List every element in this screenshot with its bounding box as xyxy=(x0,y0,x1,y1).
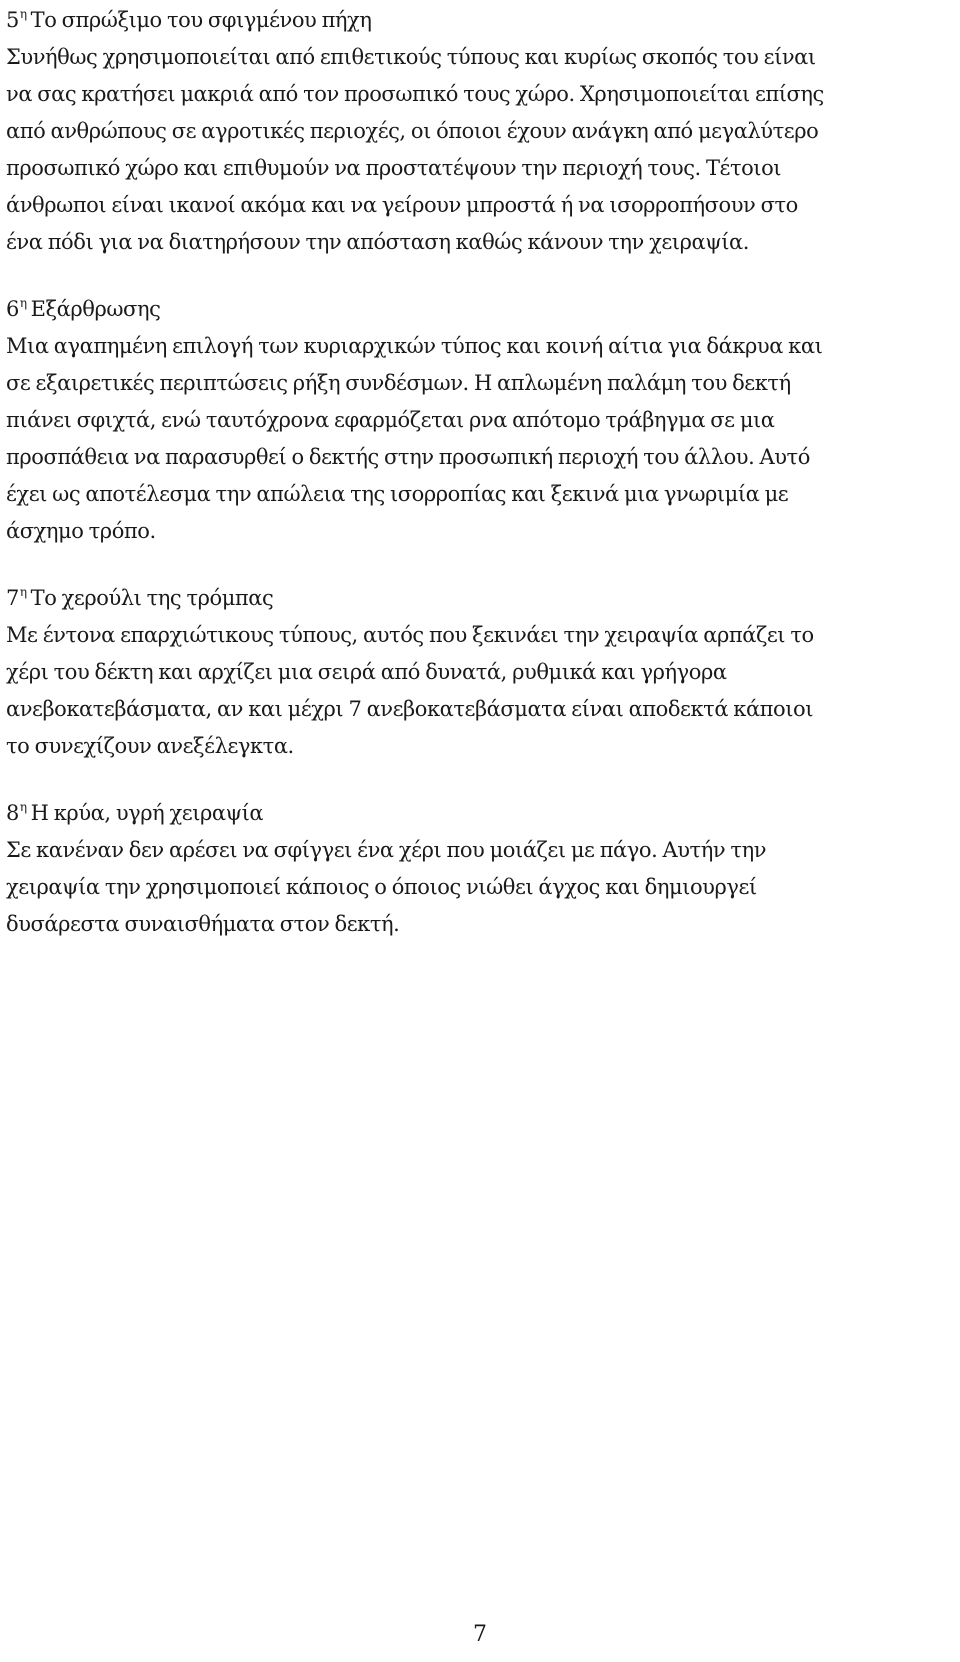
paragraph-line: να σας κρατήσει μακριά από τον προσωπικό τους χώρο. Χρησιμοποιείται επίσης xyxy=(6,82,824,106)
section-gap xyxy=(6,550,952,580)
paragraph-line: χέρι του δέκτη και αρχίζει μια σειρά από δυνατά, ρυθμικά και γρήγορα xyxy=(6,660,727,684)
section-gap xyxy=(6,765,952,795)
section-7 xyxy=(6,580,952,765)
heading-title: Το χερούλι της τρόμπας xyxy=(30,586,274,610)
paragraph-line: δυσάρεστα συναισθήματα στον δεκτή. xyxy=(6,912,400,936)
heading-ordinal: η xyxy=(19,585,27,599)
paragraph-line: το συνεχίζουν ανεξέλεγκτα. xyxy=(6,734,294,758)
heading-title: Η κρύα, υγρή χειραψία xyxy=(30,801,264,825)
document-page xyxy=(6,0,952,943)
heading-number: 5 xyxy=(6,8,19,32)
paragraph-line: Συνήθως χρησιμοποιείται από επιθετικούς τύπους και κυρίως σκοπός του είναι xyxy=(6,45,816,69)
section-5 xyxy=(6,2,952,261)
section-heading xyxy=(6,291,952,328)
paragraph-line: σε εξαιρετικές περιπτώσεις ρήξη συνδέσμων. Η απλωμένη παλάμη του δεκτή xyxy=(6,371,791,395)
heading-title: Το σπρώξιμο του σφιγμένου πήχη xyxy=(30,8,372,32)
paragraph-line: προσπάθεια να παρασυρθεί ο δεκτής στην προσωπική περιοχή του άλλου. Αυτό xyxy=(6,445,810,469)
paragraph-line: Σε κανέναν δεν αρέσει να σφίγγει ένα χέρι που μοιάζει με πάγο. Αυτήν την xyxy=(6,838,767,862)
section-heading xyxy=(6,2,952,39)
heading-title: Εξάρθρωσης xyxy=(30,297,161,321)
section-gap xyxy=(6,261,952,291)
paragraph-line: προσωπικό χώρο και επιθυμούν να προστατέψουν την περιοχή τους. Τέτοιοι xyxy=(6,156,782,180)
section-6 xyxy=(6,291,952,550)
section-8 xyxy=(6,795,952,943)
paragraph-line: Μια αγαπημένη επιλογή των κυριαρχικών τύπος και κοινή αίτια για δάκρυα και xyxy=(6,334,823,358)
paragraph-line: ένα πόδι για να διατηρήσουν την απόσταση καθώς κάνουν την χειραψία. xyxy=(6,230,749,254)
heading-number: 7 xyxy=(6,586,19,610)
paragraph-line: Με έντονα επαρχιώτικους τύπους, αυτός που ξεκινάει την χειραψία αρπάζει το xyxy=(6,623,814,647)
section-heading xyxy=(6,580,952,617)
heading-ordinal: η xyxy=(19,800,27,814)
heading-number: 8 xyxy=(6,801,19,825)
paragraph-line: χειραψία την χρησιμοποιεί κάποιος ο όποιος νιώθει άγχος και δημιουργεί xyxy=(6,875,757,899)
paragraph-line: από ανθρώπους σε αγροτικές περιοχές, οι όποιοι έχουν ανάγκη από μεγαλύτερο xyxy=(6,119,819,143)
heading-ordinal: η xyxy=(19,7,27,21)
section-heading xyxy=(6,795,952,832)
paragraph-line: άσχημο τρόπο. xyxy=(6,519,156,543)
paragraph-line: ανεβοκατεβάσματα, αν και μέχρι 7 ανεβοκατεβάσματα είναι αποδεκτά κάποιοι xyxy=(6,697,813,721)
paragraph-line: έχει ως αποτέλεσμα την απώλεια της ισορροπίας και ξεκινά μια γνωριμία με xyxy=(6,482,789,506)
heading-ordinal: η xyxy=(19,296,27,310)
heading-number: 6 xyxy=(6,297,19,321)
page-number: 7 xyxy=(473,1622,487,1647)
paragraph-line: πιάνει σφιχτά, ενώ ταυτόχρονα εφαρμόζεται ρνα απότομο τράβηγμα σε μια xyxy=(6,408,775,432)
paragraph-line: άνθρωποι είναι ικανοί ακόμα και να γείρουν μπροστά ή να ισορροπήσουν στο xyxy=(6,193,798,217)
